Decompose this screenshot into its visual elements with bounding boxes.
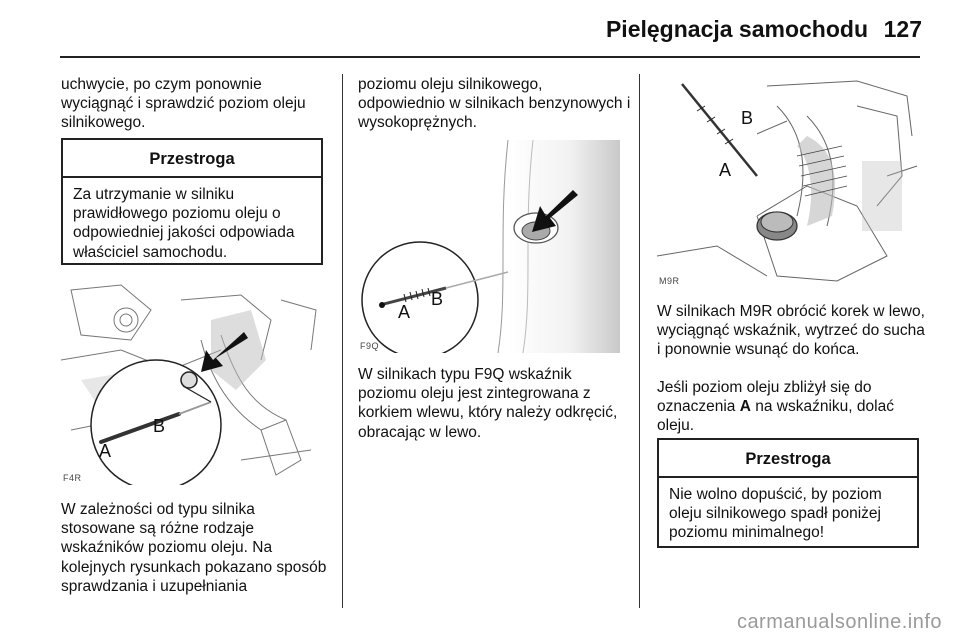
f9q-zoom-circle (362, 242, 478, 353)
figure-m9r (657, 76, 919, 288)
col3-caption-2-before: Jeśli poziom oleju zbliżył się do oznaczenia (657, 379, 872, 416)
figure-code: M9R (659, 276, 680, 286)
page-number: 127 (883, 16, 922, 42)
m9r-engine-illustration (657, 76, 919, 288)
m9r-label-a: A (719, 160, 732, 180)
page-header (0, 0, 960, 62)
figure-f9q (358, 140, 620, 353)
section-title: Pielęgnacja samochodu (605, 16, 868, 42)
column-divider-2 (639, 74, 640, 608)
f4r-label-b: B (153, 416, 166, 436)
f9q-engine-illustration (358, 140, 620, 353)
figure-code: F4R (63, 473, 82, 483)
header-rule (60, 56, 920, 58)
warning-box-1 (61, 138, 323, 265)
f4r-label-a: A (99, 441, 112, 461)
col3-caption-2 (657, 378, 927, 436)
col3-caption-1: W silnikach M9R obrócić korek w lewo, wyciągnąć wskaźnik, wytrzeć do sucha i ponownie wsunąć do końca. (657, 303, 925, 359)
col3-caption-2-after: na wskaźniku, dolać oleju. (657, 398, 894, 435)
f4r-engine-illustration (61, 280, 323, 485)
figure-f4r (61, 280, 323, 485)
warning-body: Nie wolno dopuścić, by poziom oleju silnikowego spadł poniżej poziomu minimalnego! (669, 486, 882, 542)
col2-caption: W silnikach typu F9Q wskaźnik poziomu oleju jest zintegrowana z korkiem wlewu, który należy odkręcić, obracając w lewo. (358, 366, 618, 441)
warning-box-2 (657, 438, 919, 548)
m9r-label-b: B (741, 108, 754, 128)
watermark: carmanualsonline.info (736, 611, 942, 633)
column-divider-1 (342, 74, 343, 608)
warning-title: Przestroga (659, 440, 917, 478)
col2-intro-text: poziomu oleju silnikowego, odpowiednio w silnikach benzynowych i wysokoprężnych. (358, 76, 631, 132)
warning-body: Za utrzymanie w silniku prawidłowego poziomu oleju o odpowiedniej jakości odpowiada właściciel samochodu. (73, 186, 295, 261)
figure-code: F9Q (360, 341, 380, 351)
col1-intro-text: uchwycie, po czym ponownie wyciągnąć i sprawdzić poziom oleju silnikowego. (61, 76, 306, 132)
f9q-label-b: B (431, 289, 444, 309)
col1-caption: W zależności od typu silnika stosowane są różne rodzaje wskaźników poziomu oleju. Na kolejnych rysunkach pokazano sposób sprawdzania i uzupełniania (61, 501, 327, 595)
f9q-label-a: A (398, 302, 411, 322)
warning-title: Przestroga (63, 140, 321, 178)
col3-caption-2-bold: A (739, 398, 751, 416)
